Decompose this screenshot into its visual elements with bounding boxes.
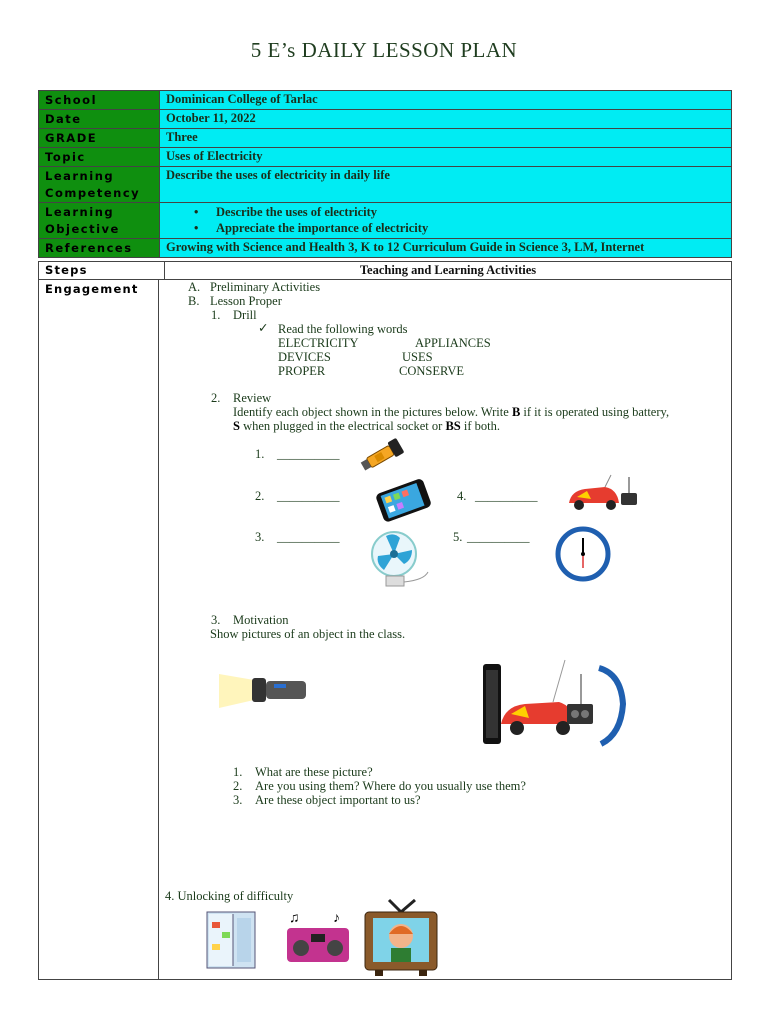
question-text: What are these picture?	[255, 765, 373, 779]
radio-boombox-icon	[283, 908, 355, 966]
answer-blank: __________	[475, 489, 538, 503]
steps-header: Steps	[39, 262, 165, 279]
column-divider	[158, 280, 159, 979]
date-row	[39, 110, 731, 129]
word: ELECTRICITY	[278, 336, 359, 350]
objective-item: • Appreciate the importance of electricity	[216, 220, 725, 236]
topic-row	[39, 148, 731, 167]
page-title: 5 E’s DAILY LESSON PLAN	[250, 38, 518, 62]
question-number: 2.	[233, 779, 243, 793]
objective-label	[39, 203, 160, 238]
svg-text:♫: ♫	[289, 911, 300, 926]
references-value: Growing with Science and Health 3, K to 12 Curriculum Guide in Science 3, LM, Internet	[166, 240, 645, 254]
drill-label: Drill	[233, 308, 257, 322]
grade-row	[39, 129, 731, 148]
review-item-number: 2.	[255, 489, 265, 503]
unlocking-of-difficulty: 4. Unlocking of difficulty	[165, 889, 294, 903]
svg-text:♪: ♪	[333, 911, 340, 926]
activities-header: Teaching and Learning Activities	[359, 263, 537, 277]
word: DEVICES	[278, 350, 331, 364]
review-marker: 2.	[211, 391, 221, 405]
refrigerator-icon	[197, 908, 267, 974]
motivation-marker: 3.	[211, 613, 221, 627]
school-row	[39, 91, 731, 110]
review-label: Review	[233, 391, 272, 405]
activities-header-row	[39, 262, 731, 280]
question-text: Are these object important to us?	[255, 793, 421, 807]
school-value: Dominican College of Tarlac	[166, 92, 318, 106]
answer-blank: __________	[467, 530, 530, 544]
grade-value: Three	[166, 130, 198, 144]
question-number: 1.	[233, 765, 243, 779]
competency-value: Describe the uses of electricity in daily life	[166, 168, 390, 182]
item-b-marker: B.	[188, 294, 200, 308]
competency-row	[39, 167, 731, 203]
read-words-instruction: Read the following words	[278, 322, 408, 336]
step-engagement-label: Engagement	[45, 282, 139, 296]
motivation-collage-picture	[481, 654, 626, 754]
review-instruction-line-1: Identify each object shown in the pictures below. Write B if it is operated using battery,	[233, 405, 670, 419]
objective-label-line-2: Objective	[45, 222, 120, 236]
grade-label: GRADE	[39, 129, 160, 147]
smartphone-icon	[369, 478, 435, 526]
review-item-number: 4.	[457, 489, 467, 503]
objective-value	[160, 203, 731, 238]
engagement-row	[39, 280, 731, 979]
review-instruction-line-2: S when plugged in the electrical socket or BS if both.	[233, 419, 500, 433]
school-label: School	[39, 91, 160, 109]
word: CONSERVE	[399, 364, 464, 378]
topic-label: Topic	[39, 148, 160, 166]
word: APPLIANCES	[415, 336, 491, 350]
lesson-proper: Lesson Proper	[210, 294, 282, 308]
question-text: Are you using them? Where do you usually use them?	[255, 779, 526, 793]
lesson-info-table	[38, 90, 732, 258]
objective-row	[39, 203, 731, 239]
word: USES	[402, 350, 433, 364]
answer-blank: __________	[277, 530, 340, 544]
motivation-label: Motivation	[233, 613, 289, 627]
review-item-number: 1.	[255, 447, 265, 461]
wall-clock-icon	[553, 526, 613, 582]
item-a-marker: A.	[188, 280, 201, 294]
date-value: October 11, 2022	[166, 111, 256, 125]
preliminary-activities: Preliminary Activities	[210, 280, 321, 294]
review-item-number: 3.	[255, 530, 265, 544]
television-icon	[361, 898, 441, 978]
date-label: Date	[39, 110, 160, 128]
electric-fan-icon	[364, 528, 439, 594]
activities-table	[38, 261, 732, 980]
objective-label-line-1: Learning	[45, 205, 115, 219]
word: PROPER	[278, 364, 326, 378]
objective-item: • Describe the uses of electricity	[216, 204, 725, 220]
drill-marker: 1.	[211, 308, 221, 322]
checkmark-icon: ✓	[258, 321, 269, 335]
question-number: 3.	[233, 793, 243, 807]
competency-label-line-1: Learning	[45, 169, 115, 183]
answer-blank: __________	[277, 489, 340, 503]
competency-label-line-2: Competency	[45, 186, 141, 200]
references-label: References	[39, 239, 160, 257]
flashlight-picture	[214, 660, 314, 720]
competency-label	[39, 167, 160, 202]
review-item-number: 5.	[453, 530, 463, 544]
references-row	[39, 239, 731, 257]
motivation-text: Show pictures of an object in the class.	[210, 627, 406, 641]
answer-blank: __________	[277, 447, 340, 461]
flashlight-icon	[357, 435, 412, 475]
topic-value: Uses of Electricity	[166, 149, 263, 163]
toy-car-remote-icon	[561, 473, 641, 519]
